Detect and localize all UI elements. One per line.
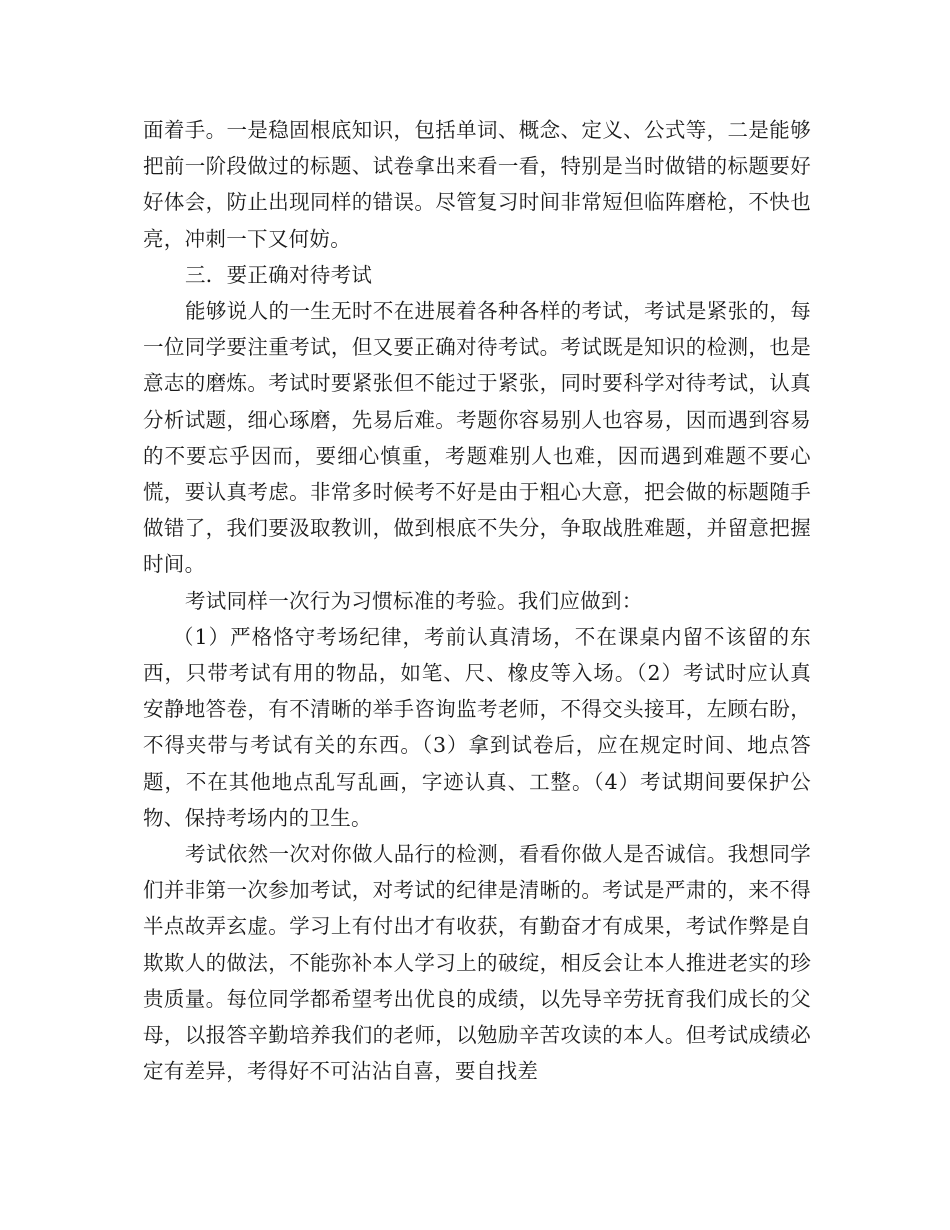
- section-heading: 三．要正确对待考试: [185, 262, 373, 287]
- paragraph: 考试依然一次对你做人品行的检测，看看你做人是否诚信。我想同学们并非第一次参加考试，对考试的纪律是清晰的。考试是严肃的，来不得半点故弄玄虚。学习上有付出才有收获，有勤奋才有成果，考试作弊是自欺欺人的做法，不能弥补本人学习上的破绽，相反会让本人推进老实的珍贵质量。每位同学都希望考出优良的成绩，以先导辛劳抚育我们成长的父母，以报答辛勤培养我们的老师，以勉励辛苦攻读的本人。但考试成绩必定有差异，考得好不可沾沾自喜，要自找差: [143, 842, 811, 1084]
- paragraph: 考试同样一次行为习惯标准的考验。我们应做到：: [185, 588, 643, 613]
- document-body: [143, 112, 811, 1089]
- paragraph: 能够说人的一生无时不在进展着各种各样的考试，考试是紧张的，每一位同学要注重考试，但又要正确对待考试。考试既是知识的检测，也是意志的磨炼。考试时要紧张但不能过于紧张，同时要科学对待考试，认真分析试题，细心琢磨，先易后难。考题你容易别人也容易，因而遇到容易的不要忘乎因而，要细心慎重，考题难别人也难，因而遇到难题不要心慌，要认真考虑。非常多时候考不好是由于粗心大意，把会做的标题随手做错了，我们要汲取教训，做到根底不失分，争取战胜难题，并留意把握时间。: [143, 299, 811, 577]
- paragraph-continuation: 面着手。一是稳固根底知识，包括单词、概念、定义、公式等，二是能够把前一阶段做过的标题、试卷拿出来看一看，特别是当时做错的标题要好好体会，防止出现同样的错误。尽管复习时间非常短但临阵磨枪，不快也亮，冲刺一下又何妨。: [143, 118, 811, 251]
- paragraph-rules-list: （1）严格恪守考场纪律，考前认真清场，不在课桌内留不该留的东西，只带考试有用的物品，如笔、尺、橡皮等入场。（2）考试时应认真安静地答卷，有不清晰的举手咨询监考老师，不得交头接耳，左顾右盼，不得夹带与考试有关的东西。（3）拿到试卷后，应在规定时间、地点答题，不在其他地点乱写乱画，字迹认真、工整。（4）考试期间要保护公物、保持考场内的卫生。: [143, 624, 811, 830]
